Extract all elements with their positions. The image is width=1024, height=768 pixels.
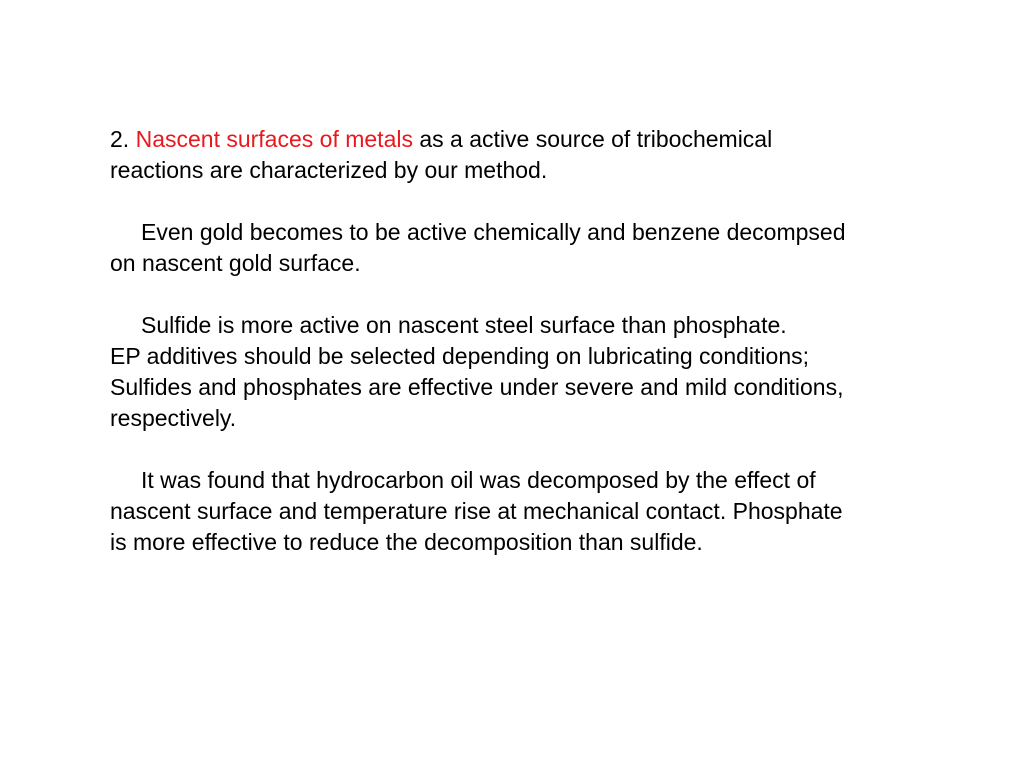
sulfide-line-3: Sulfides and phosphates are effective under severe and mild conditions, — [110, 374, 844, 400]
slide-body — [110, 124, 970, 558]
oil-line-2: nascent surface and temperature rise at mechanical contact. Phosphate — [110, 498, 843, 524]
point-2-line-1-rest: as a active source of tribochemical — [419, 126, 773, 152]
point-2-line-2: reactions are characterized by our method. — [110, 157, 548, 183]
sulfide-paragraph — [110, 310, 970, 434]
oil-line-1: It was found that hydrocarbon oil was decomposed by the effect of — [141, 467, 816, 493]
gold-line-1: Even gold becomes to be active chemically and benzene decompsed — [141, 219, 846, 245]
point-2-paragraph — [110, 124, 970, 186]
paragraph-gap — [110, 186, 970, 217]
oil-line-3: is more effective to reduce the decomposition than sulfide. — [110, 529, 703, 555]
gold-line-2: on nascent gold surface. — [110, 250, 361, 276]
sulfide-line-1: Sulfide is more active on nascent steel surface than phosphate. — [141, 312, 787, 338]
sulfide-line-4: respectively. — [110, 405, 237, 431]
point-2-line-1 — [110, 124, 970, 155]
point-number: 2. — [110, 126, 130, 152]
gold-paragraph — [110, 217, 970, 279]
sulfide-line-2: EP additives should be selected depending on lubricating conditions; — [110, 343, 810, 369]
highlight-phrase: Nascent surfaces of metals — [135, 126, 413, 152]
paragraph-gap — [110, 434, 970, 465]
paragraph-gap — [110, 279, 970, 310]
oil-paragraph — [110, 465, 970, 558]
